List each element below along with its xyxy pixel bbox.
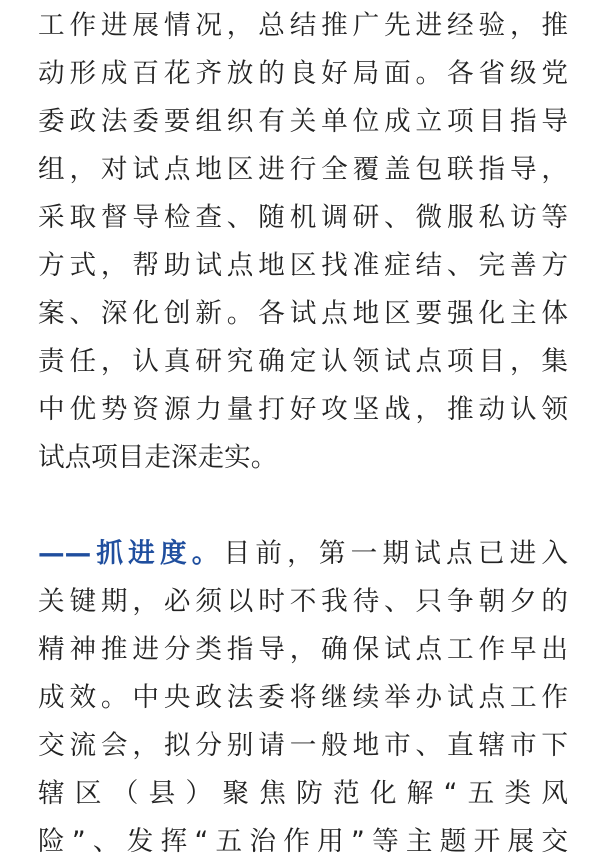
text-line: 中优势资源力量打好攻坚战，推动认领 bbox=[38, 394, 568, 425]
text-line: 方式，帮助试点地区找准症结、完善方 bbox=[38, 250, 568, 281]
text-line: 动形成百花齐放的良好局面。各省级党 bbox=[38, 58, 568, 89]
text-line: 责任，认真研究确定认领试点项目，集 bbox=[38, 346, 568, 377]
text-line: 精神推进分类指导，确保试点工作早出 bbox=[38, 634, 568, 665]
text-line-with-lead bbox=[38, 530, 568, 578]
text-line: 采取督导检查、随机调研、微服私访等 bbox=[38, 202, 568, 233]
text-line: 成效。中央政法委将继续举办试点工作 bbox=[38, 682, 568, 713]
text-line: 交流会，拟分别请一般地市、直辖市下 bbox=[38, 730, 568, 761]
text-line: 险”、发挥“五治作用”等主题开展交 bbox=[38, 826, 568, 857]
text-line: 关键期，必须以时不我待、只争朝夕的 bbox=[38, 586, 568, 617]
text-line: 组，对试点地区进行全覆盖包联指导， bbox=[38, 154, 568, 185]
text-line: 试点项目走深走实。 bbox=[38, 442, 278, 473]
text-line: 工作进展情况，总结推广先进经验，推 bbox=[38, 10, 568, 41]
text-line: 案、深化创新。各试点地区要强化主体 bbox=[38, 298, 568, 329]
text-line: 委政法委要组织有关单位成立项目指导 bbox=[38, 106, 568, 137]
text-line: 辖区（县）聚焦防范化解“五类风 bbox=[38, 778, 568, 809]
paragraph-1 bbox=[38, 2, 568, 482]
paragraph-2 bbox=[38, 530, 568, 866]
text-segment: 目前，第一期试点已进入 bbox=[223, 538, 568, 569]
section-lead-heading: ——抓进度。 bbox=[38, 538, 224, 569]
